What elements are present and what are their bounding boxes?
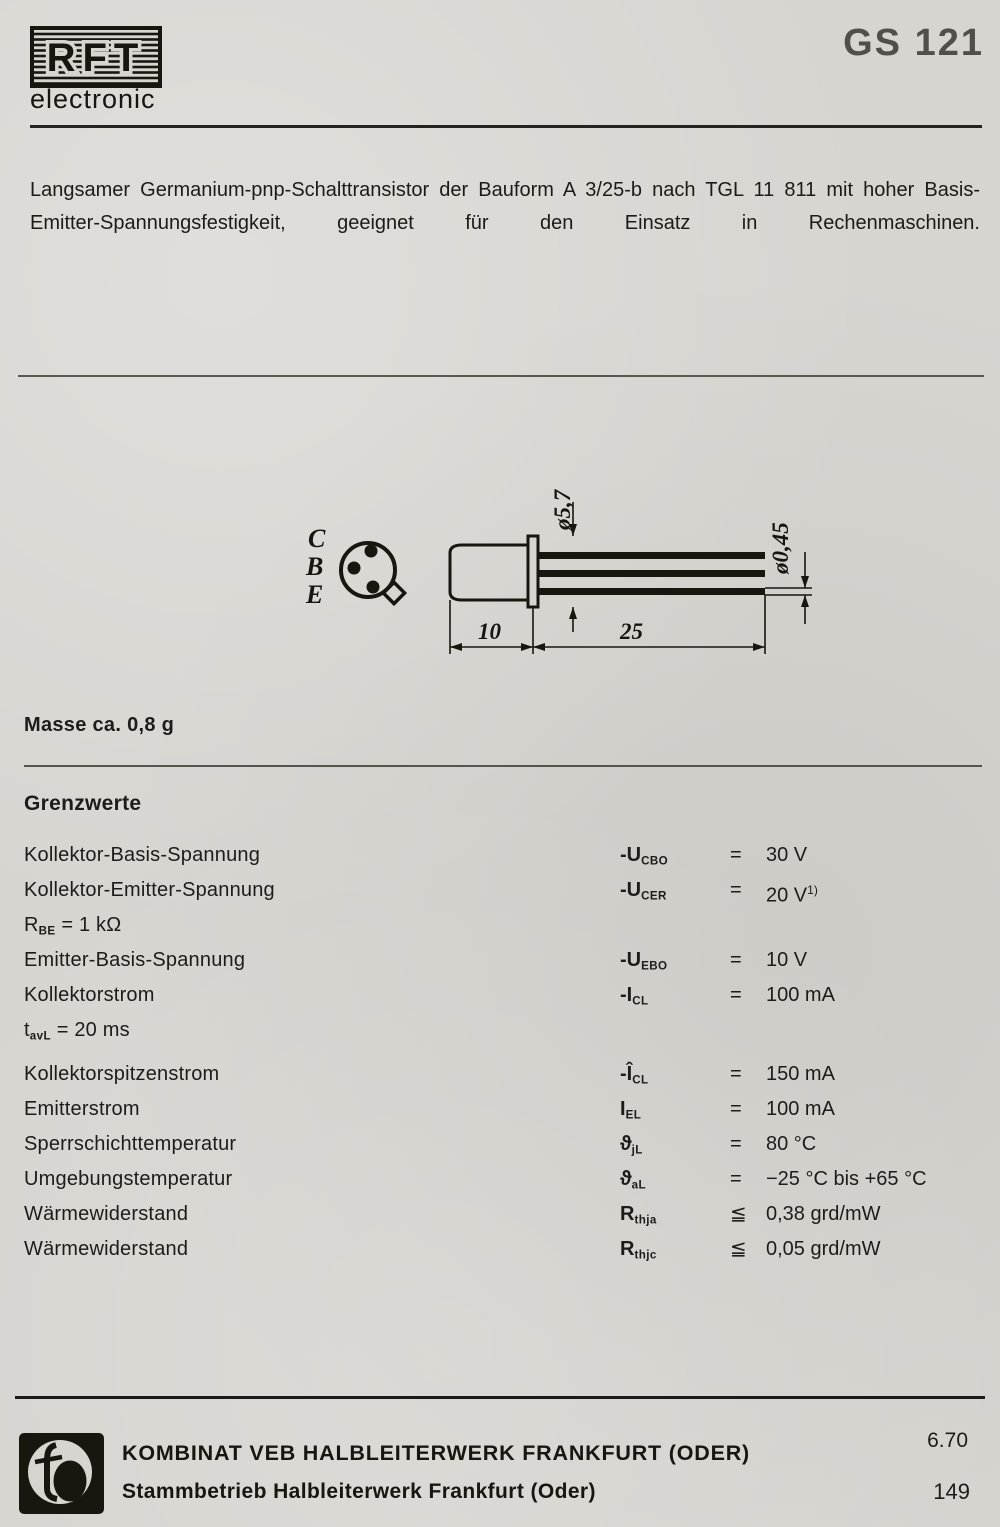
limit-value: 100 mA bbox=[766, 1097, 835, 1120]
page-number: 149 bbox=[933, 1479, 970, 1504]
lead-middle bbox=[538, 570, 765, 577]
limit-row bbox=[24, 1235, 982, 1270]
limit-symbol: $R_{thja}$ bbox=[620, 1202, 657, 1227]
limit-relation: ≦ bbox=[730, 1237, 747, 1260]
limit-relation bbox=[730, 911, 766, 946]
rft-logo bbox=[30, 26, 162, 88]
limit-parameter-label: $t_{avL} = 20$ ms bbox=[24, 1019, 130, 1043]
pin-labels bbox=[305, 524, 326, 609]
limit-parameter-label: Kollektor-Basis-Spannung bbox=[24, 844, 261, 866]
limit-value: 20 $V^{1)}$ bbox=[766, 882, 818, 907]
limit-symbol: $ϑ_{jL}$ bbox=[620, 1132, 643, 1157]
bottom-view bbox=[341, 543, 405, 604]
pin-label-e: E bbox=[306, 580, 324, 609]
limit-relation: = bbox=[730, 878, 742, 901]
limit-row bbox=[24, 841, 982, 876]
pin-label-c: C bbox=[308, 524, 326, 553]
part-number: GS 121 bbox=[843, 22, 984, 64]
limit-row bbox=[24, 1130, 982, 1165]
pin-dot-c bbox=[365, 545, 378, 558]
limit-symbol bbox=[620, 1016, 730, 1051]
limit-parameter-label: Emitterstrom bbox=[24, 1097, 140, 1120]
company-branch: Stammbetrieb Halbleiterwerk Frankfurt (Oder) bbox=[122, 1480, 596, 1503]
limit-row bbox=[24, 1060, 982, 1095]
limit-relation: = bbox=[730, 984, 742, 1007]
lead-bottom bbox=[538, 588, 765, 595]
rft-logo-text: RFT bbox=[46, 36, 146, 80]
limits-table bbox=[24, 841, 982, 1270]
limit-relation: = bbox=[730, 1097, 742, 1120]
pin-label-b: B bbox=[306, 552, 324, 581]
limit-row bbox=[24, 1165, 982, 1200]
limit-symbol: $-U_{EBO}$ bbox=[620, 949, 668, 973]
limit-symbol: $I_{EL}$ bbox=[620, 1097, 642, 1122]
lead-top bbox=[538, 552, 765, 559]
limit-row bbox=[24, 946, 982, 981]
limit-parameter-label: Kollektorspitzenstrom bbox=[24, 1063, 220, 1085]
brand-subtitle: electronic bbox=[30, 84, 156, 114]
limit-relation: = bbox=[730, 1132, 742, 1155]
header-divider bbox=[30, 125, 982, 128]
limit-parameter-label: Umgebungstemperatur bbox=[24, 1167, 233, 1190]
limit-value: 100 mA bbox=[766, 984, 835, 1007]
limit-value: 0,05 grd/mW bbox=[766, 1237, 881, 1260]
package-drawing bbox=[280, 452, 840, 692]
limit-value: 30 V bbox=[766, 844, 808, 866]
index-tab bbox=[383, 582, 404, 603]
limit-value bbox=[766, 911, 982, 946]
limit-relation: = bbox=[730, 1063, 742, 1085]
hfo-logo bbox=[18, 1432, 106, 1516]
limit-relation bbox=[730, 1016, 766, 1051]
pin-dot-e bbox=[367, 581, 380, 594]
side-view bbox=[450, 536, 765, 607]
limit-relation: = bbox=[730, 844, 742, 866]
limit-row bbox=[24, 1095, 982, 1130]
dim-flange-diameter: ø5,7 bbox=[550, 489, 575, 530]
flange bbox=[528, 536, 538, 607]
dim-body-length: 10 bbox=[478, 619, 501, 644]
limits-heading: Grenzwerte bbox=[24, 792, 142, 815]
limit-parameter-label: Wärmewiderstand bbox=[24, 1202, 189, 1225]
limit-value: 150 mA bbox=[766, 1063, 835, 1085]
pin-dot-b bbox=[348, 562, 361, 575]
limit-symbol: $R_{thjc}$ bbox=[620, 1237, 657, 1262]
limit-row bbox=[24, 1016, 982, 1051]
limit-value: 10 V bbox=[766, 949, 808, 972]
company-block bbox=[122, 1441, 750, 1504]
limit-symbol: $-U_{CBO}$ bbox=[620, 844, 669, 868]
limit-symbol: $ϑ_{aL}$ bbox=[620, 1167, 646, 1192]
limit-parameter-label: Kollektor-Emitter-Spannung bbox=[24, 878, 275, 901]
limit-relation: = bbox=[730, 949, 742, 972]
dim-lead-length: 25 bbox=[620, 619, 643, 644]
limit-row bbox=[24, 911, 982, 946]
section-divider-top bbox=[18, 375, 984, 377]
section-divider-limits bbox=[24, 765, 982, 767]
limit-row bbox=[24, 981, 982, 1016]
footer-divider bbox=[15, 1396, 985, 1399]
description-text: Langsamer Germanium-pnp-Schalttransistor der Bauform A 3/25-b nach TGL 11 811 mit hoher Basis-Emitter-Spannungsfestigkeit, geeignet für den Einsatz in Rechenmaschinen. bbox=[30, 179, 980, 234]
limit-parameter-label: Emitter-Basis-Spannung bbox=[24, 949, 246, 972]
hfo-logo-bowl bbox=[54, 1461, 87, 1502]
dimension-labels bbox=[478, 488, 793, 644]
limit-relation: = bbox=[730, 1167, 742, 1190]
limit-symbol: $-U_{CER}$ bbox=[620, 878, 667, 903]
limit-row bbox=[24, 876, 982, 911]
limit-parameter-label: $R_{BE} = 1$ kΩ bbox=[24, 914, 122, 938]
mass-note: Masse ca. 0,8 g bbox=[24, 714, 175, 736]
limit-parameter-label: Sperrschichttemperatur bbox=[24, 1132, 237, 1155]
limit-parameter-label: Wärmewiderstand bbox=[24, 1237, 189, 1260]
limit-value: 80 °C bbox=[766, 1132, 817, 1155]
limit-symbol bbox=[620, 911, 730, 946]
limit-row bbox=[24, 1200, 982, 1235]
limit-value: −25 °C bis +65 °C bbox=[766, 1167, 927, 1190]
limit-symbol: $-I_{CL}$ bbox=[620, 984, 649, 1008]
limit-value bbox=[766, 1016, 982, 1051]
dim-lead-diameter: ø0,45 bbox=[768, 522, 793, 574]
limit-parameter-label: Kollektorstrom bbox=[24, 984, 155, 1007]
limit-value: 0,38 grd/mW bbox=[766, 1202, 881, 1225]
limit-symbol: $-Î_{CL}$ bbox=[620, 1063, 649, 1087]
limit-relation: ≦ bbox=[730, 1202, 747, 1225]
date-code: 6.70 bbox=[927, 1429, 968, 1452]
company-name: KOMBINAT VEB HALBLEITERWERK FRANKFURT (ODER) bbox=[122, 1441, 751, 1465]
transistor-body bbox=[450, 545, 530, 600]
